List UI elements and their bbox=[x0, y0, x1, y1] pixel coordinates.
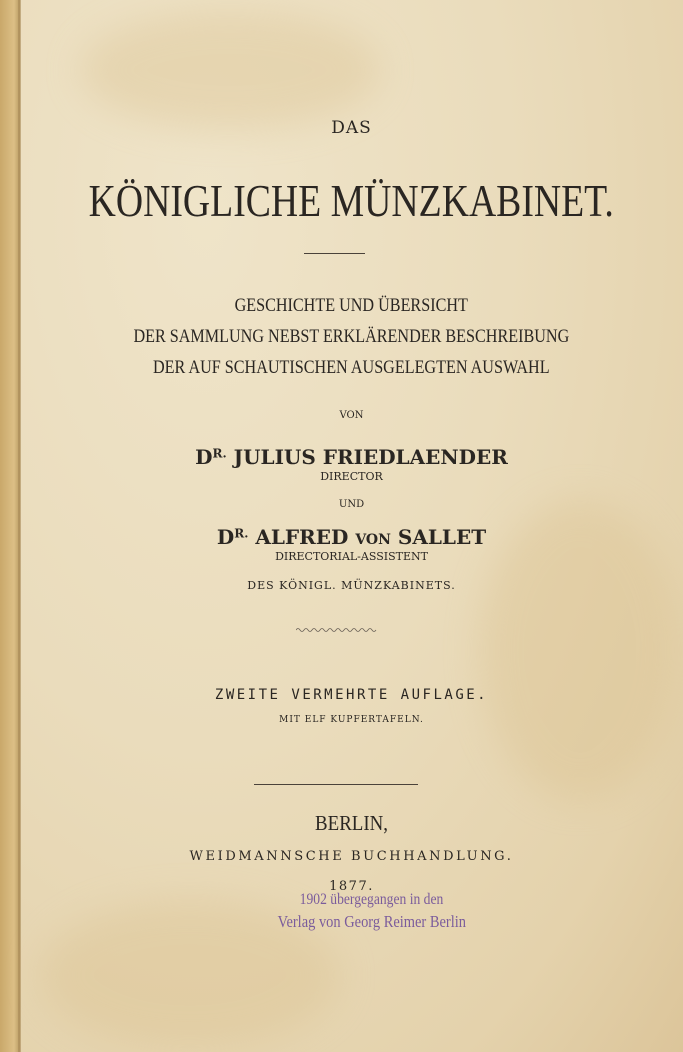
subtitle-line bbox=[20, 295, 683, 317]
subtitle-text: DER SAMMLUNG NEBST ERKLÄRENDER BESCHREIBUNG bbox=[133, 326, 570, 347]
title-article: DAS bbox=[331, 118, 372, 138]
city bbox=[20, 811, 683, 836]
book-title bbox=[20, 174, 683, 227]
author-1-role: DIRECTOR bbox=[320, 470, 383, 483]
by-label: VON bbox=[339, 410, 364, 421]
author-name: JULIUS FRIEDLAENDER bbox=[233, 445, 508, 469]
author-title-sup: R. bbox=[212, 446, 227, 461]
author-name: SALLET bbox=[397, 525, 487, 549]
divider-rule bbox=[254, 784, 418, 785]
paper-stain bbox=[80, 10, 380, 130]
city-text: BERLIN, bbox=[315, 811, 388, 835]
and-label: UND bbox=[338, 499, 365, 510]
author-2 bbox=[20, 525, 683, 549]
author-1 bbox=[20, 445, 683, 469]
author-2-role: DIRECTORIAL-ASSISTENT bbox=[275, 550, 428, 563]
plates-note: MIT ELF KUPFERTAFELN. bbox=[279, 715, 424, 725]
author-title: D bbox=[216, 525, 235, 549]
subtitle-text: GESCHICHTE UND ÜBERSICHT bbox=[234, 295, 469, 316]
book-title-text: KÖNIGLICHE MÜNZKABINET. bbox=[88, 175, 615, 226]
edition: ZWEITE VERMEHRTE AUFLAGE. bbox=[214, 687, 489, 703]
divider-rule bbox=[304, 253, 365, 254]
publisher-stamp-line bbox=[20, 912, 683, 932]
year: 1877. bbox=[329, 879, 374, 894]
book-spine-edge bbox=[0, 0, 20, 1052]
author-name: ALFRED bbox=[255, 525, 349, 549]
stamp-text: Verlag von Georg Reimer Berlin bbox=[277, 912, 466, 931]
author-2-institution: DES KÖNIGL. MÜNZKABINETS. bbox=[247, 579, 456, 592]
publisher-stamp-line bbox=[20, 891, 683, 909]
ornament-squiggle bbox=[296, 627, 378, 633]
author-title: D bbox=[195, 445, 213, 469]
publisher: WEIDMANNSCHE BUCHHANDLUNG. bbox=[189, 849, 514, 864]
subtitle-line bbox=[20, 357, 683, 379]
author-name-particle: VON bbox=[355, 532, 391, 548]
stamp-text: 1902 übergegangen in den bbox=[299, 891, 444, 908]
subtitle-text: DER AUF SCHAUTISCHEN AUSGELEGTEN AUSWAHL bbox=[153, 357, 550, 378]
subtitle-line bbox=[20, 326, 683, 348]
author-title-sup: R. bbox=[234, 526, 249, 541]
